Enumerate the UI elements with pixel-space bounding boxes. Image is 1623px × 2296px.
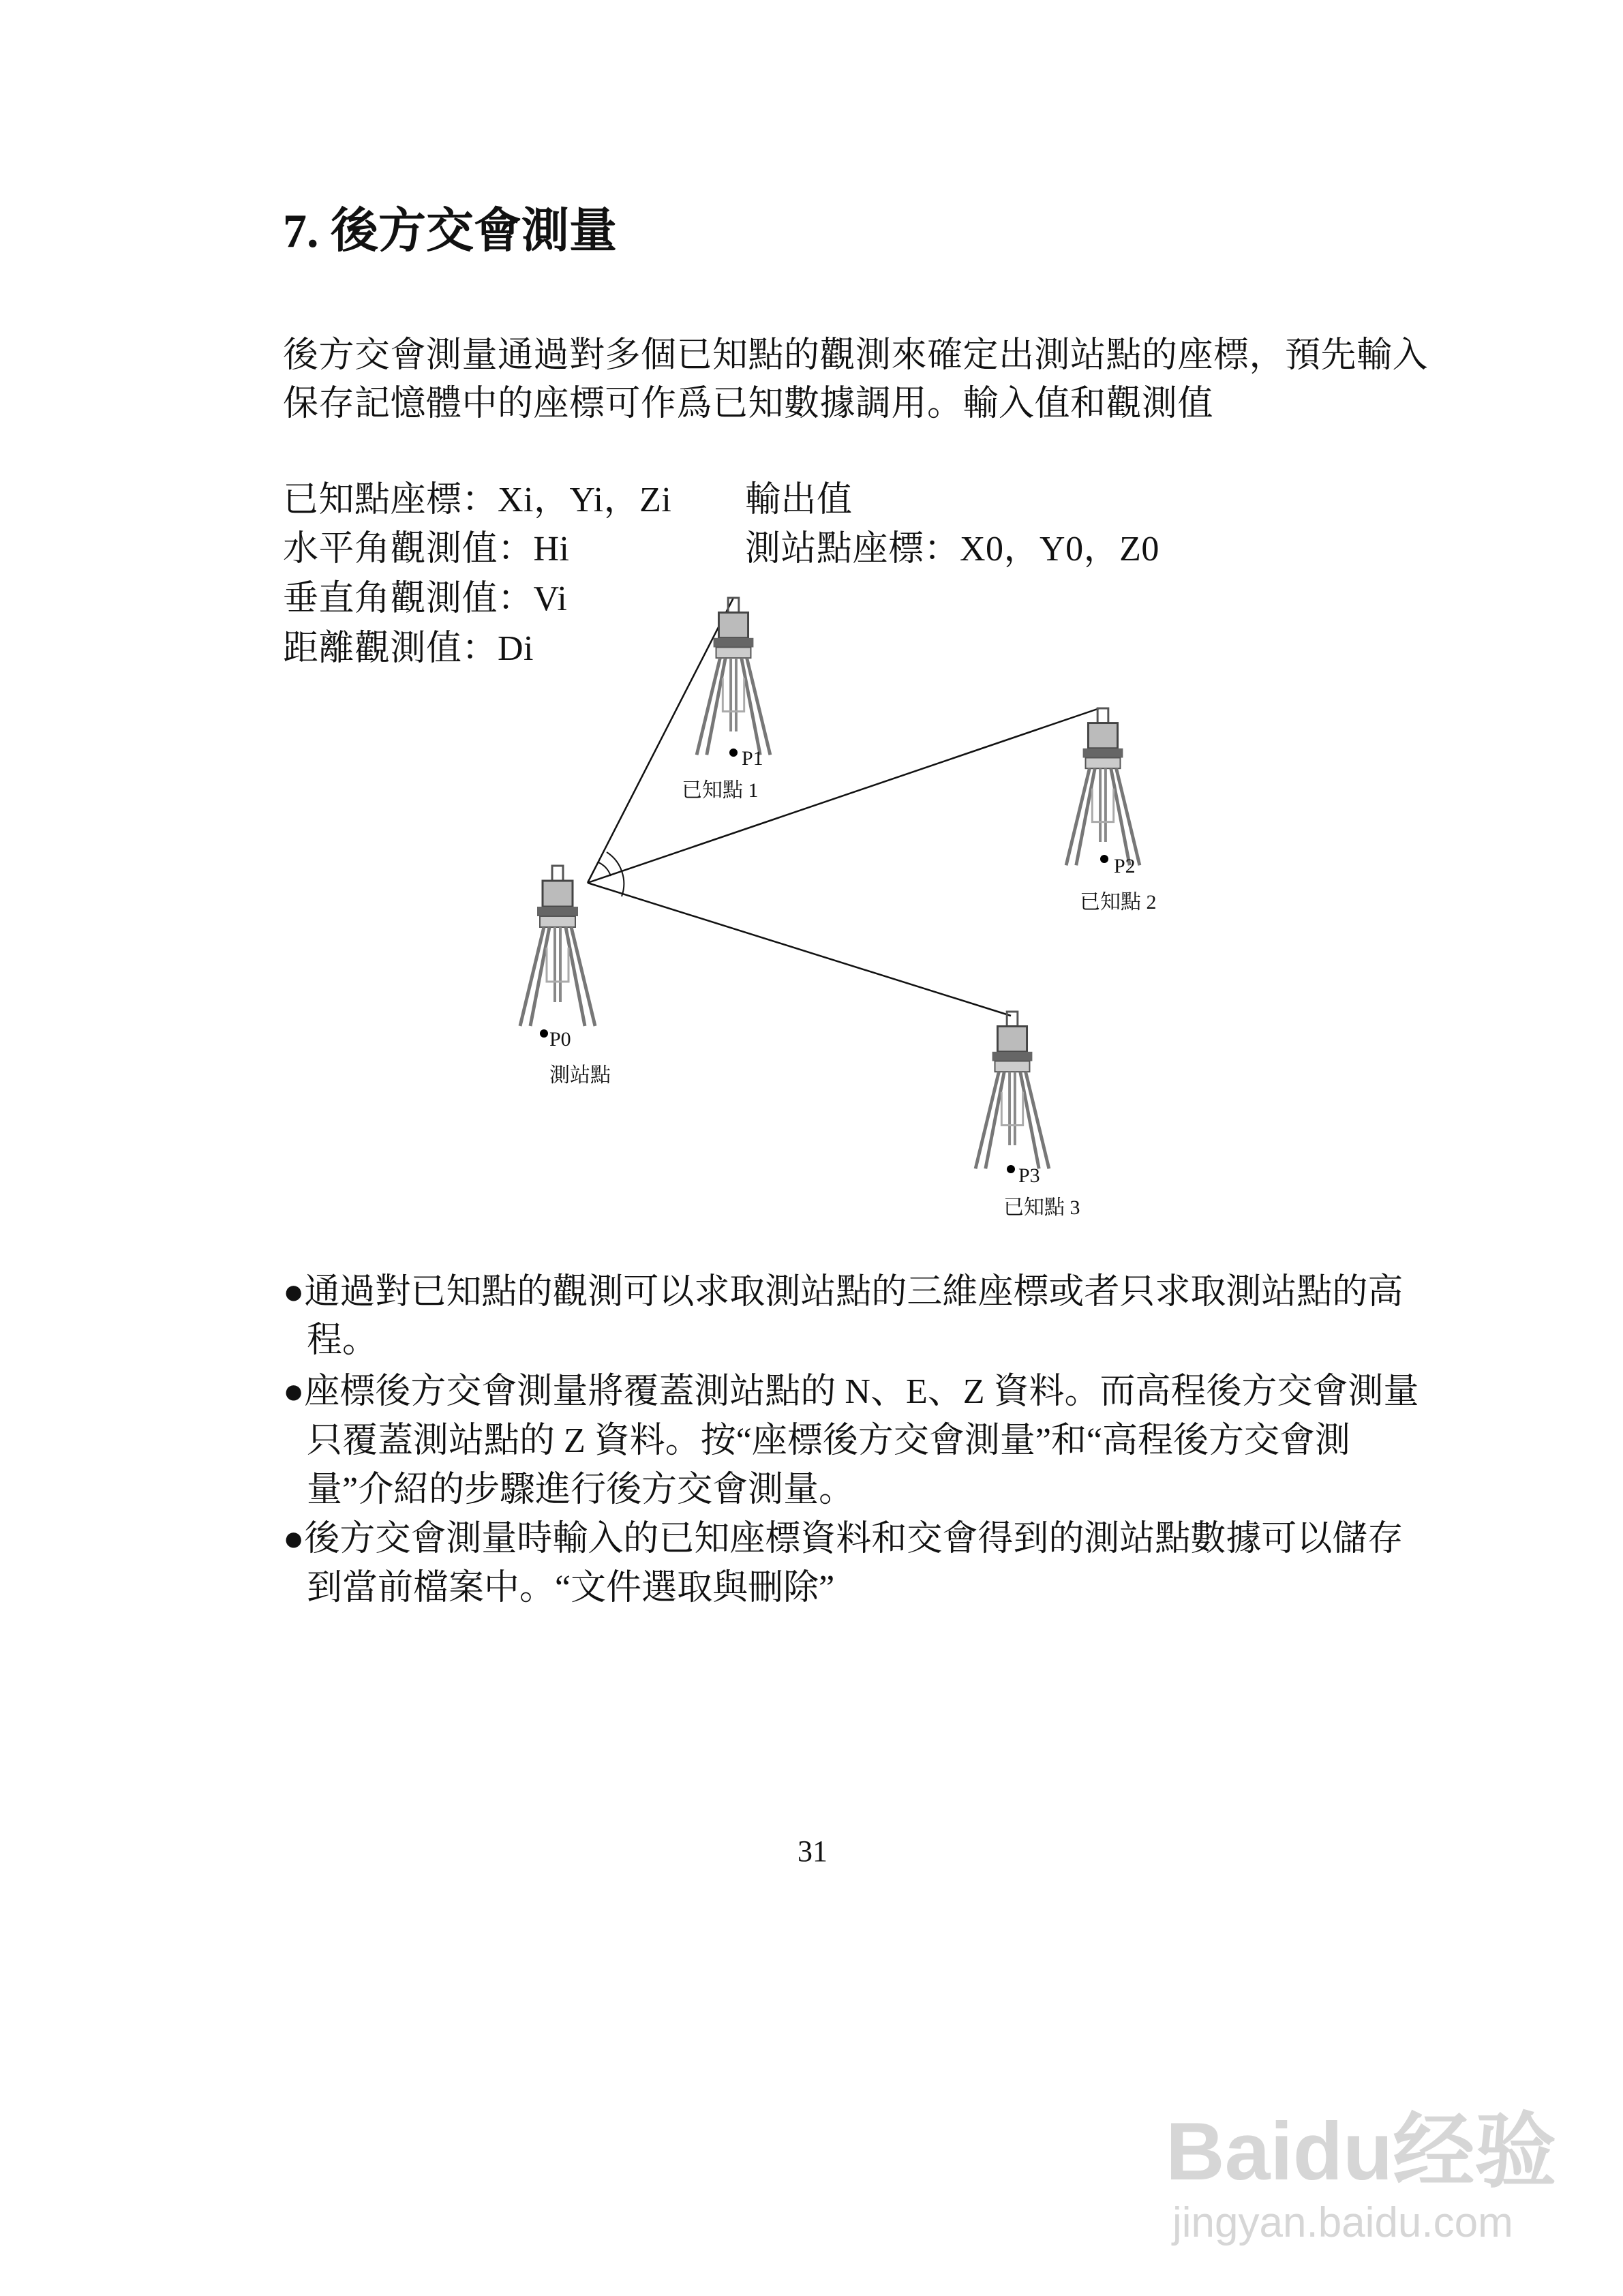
- output-station-coords: 測站點座標：X0，Y0，Z0: [745, 530, 1159, 569]
- p1-label: P1: [742, 747, 763, 770]
- input-horizontal-angle: 水平角觀測值：Hi: [283, 530, 570, 569]
- p3-marker: [1007, 1165, 1015, 1173]
- input-vertical-angle: 垂直角觀測值：Vi: [283, 579, 568, 618]
- page-number: 31: [798, 1834, 828, 1868]
- input-distance: 距離觀測值：Di: [283, 629, 534, 668]
- p2-tripod-icon: [1066, 708, 1140, 865]
- p1-tripod-icon: [697, 598, 770, 755]
- intro-line-2: 保存記憶體中的座標可作爲已知數據調用。輸入值和觀測值: [283, 384, 1214, 423]
- bullet-3-line-1: ●後方交會測量時輸入的已知座標資料和交會得到的測站點數據可以儲存: [283, 1520, 1404, 1558]
- sight-line-p3: [588, 883, 1011, 1016]
- known-3-label: 已知點 3: [1003, 1196, 1080, 1219]
- input-known-coords: 已知點座標：Xi，Yi，Zi: [283, 481, 672, 519]
- bullet-2-line-3: 量”介紹的步驟進行後方交會測量。: [307, 1470, 855, 1509]
- output-heading: 輸出值: [745, 481, 853, 519]
- bullet-1-line-2: 程。: [307, 1321, 378, 1360]
- bullet-3-line-2: 到當前檔案中。“文件選取與刪除”: [307, 1569, 835, 1607]
- watermark-url: jingyan.baidu.com: [1172, 2199, 1513, 2246]
- p2-marker: [1100, 855, 1108, 863]
- intro-line-1: 後方交會測量通過對多個已知點的觀測來確定出測站點的座標，預先輸入: [283, 336, 1429, 375]
- p0-marker: [540, 1029, 548, 1038]
- bullet-2-line-1: ●座標後方交會測量將覆蓋測站點的 N、E、Z 資料。而高程後方交會測量: [283, 1372, 1419, 1411]
- bullet-2-line-2: 只覆蓋測站點的 Z 資料。按“座標後方交會測量”和“高程後方交會測: [307, 1421, 1351, 1460]
- p2-label: P2: [1114, 855, 1136, 877]
- known-1-label: 已知點 1: [682, 779, 759, 802]
- watermark-logo: Baidu经验: [1166, 2106, 1557, 2197]
- bullet-1-line-1: ●通過對已知點的觀測可以求取測站點的三維座標或者只求取測站點的高: [283, 1273, 1404, 1312]
- section-title: 7. 後方交會測量: [283, 205, 617, 258]
- p1-marker: [729, 749, 738, 757]
- angle-arc-1: [598, 862, 611, 876]
- station-tripod-icon: [520, 866, 595, 1026]
- known-2-label: 已知點 2: [1080, 891, 1157, 913]
- station-label: 測站點: [549, 1064, 611, 1087]
- p0-label: P0: [549, 1028, 571, 1051]
- p3-label: P3: [1018, 1164, 1040, 1187]
- p3-tripod-icon: [975, 1012, 1049, 1168]
